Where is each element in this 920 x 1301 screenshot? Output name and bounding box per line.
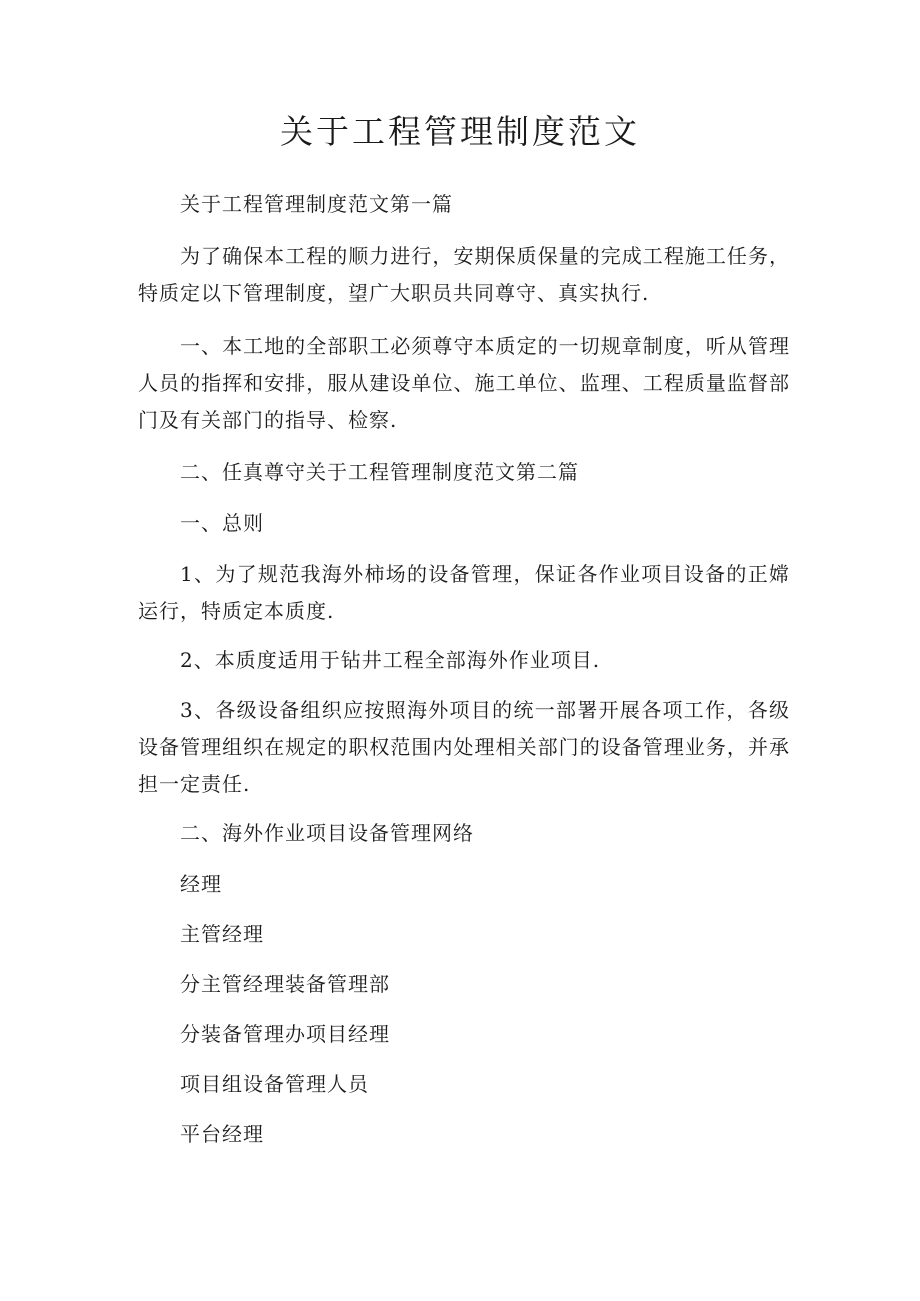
paragraph-item-1: 1、为了规范我海外柿场的设备管理，保证各作业项目设备的正嫦运行，特质定本质度. (138, 562, 790, 623)
list-item: 主管经理 (180, 922, 264, 946)
paragraph-intro: 为了确保本工程的顺力进行，安期保质保量的完成工程施工任务，特质定以下管理制度，望广大职员共同尊守、真实执行. (138, 244, 790, 305)
list-item: 项目组设备管理人员 (180, 1072, 369, 1096)
list-item: 分装备管理办项目经理 (180, 1022, 390, 1046)
section-heading-1: 关于工程管理制度范文第一篇 (180, 192, 453, 216)
list-item: 经理 (180, 872, 222, 896)
paragraph-item-2: 2、本质度适用于钻井工程全部海外作业项目. (180, 648, 601, 672)
document-title: 关于工程管理制度范文 (280, 112, 640, 151)
subheading-network: 二、海外作业项目设备管理网络 (180, 821, 474, 845)
subheading-general: 一、总则 (180, 511, 264, 535)
list-item: 平台经理 (180, 1122, 264, 1146)
section-heading-2: 二、任真尊守关于工程管理制度范文第二篇 (180, 460, 579, 484)
list-item: 分主管经理装备管理部 (180, 972, 390, 996)
paragraph-rule-1: 一、本工地的全部职工必须尊守本质定的一切规章制度，听从管理人员的指挥和安排，服从建设单位、施工单位、监理、工程质量监督部门及有关部门的指导、检察. (138, 334, 790, 432)
paragraph-item-3: 3、各级设备组织应按照海外项目的统一部署开展各项工作，各级设备管理组织在规定的职权范围内处理相关部门的设备管理业务，并承担一定责任. (138, 698, 790, 796)
